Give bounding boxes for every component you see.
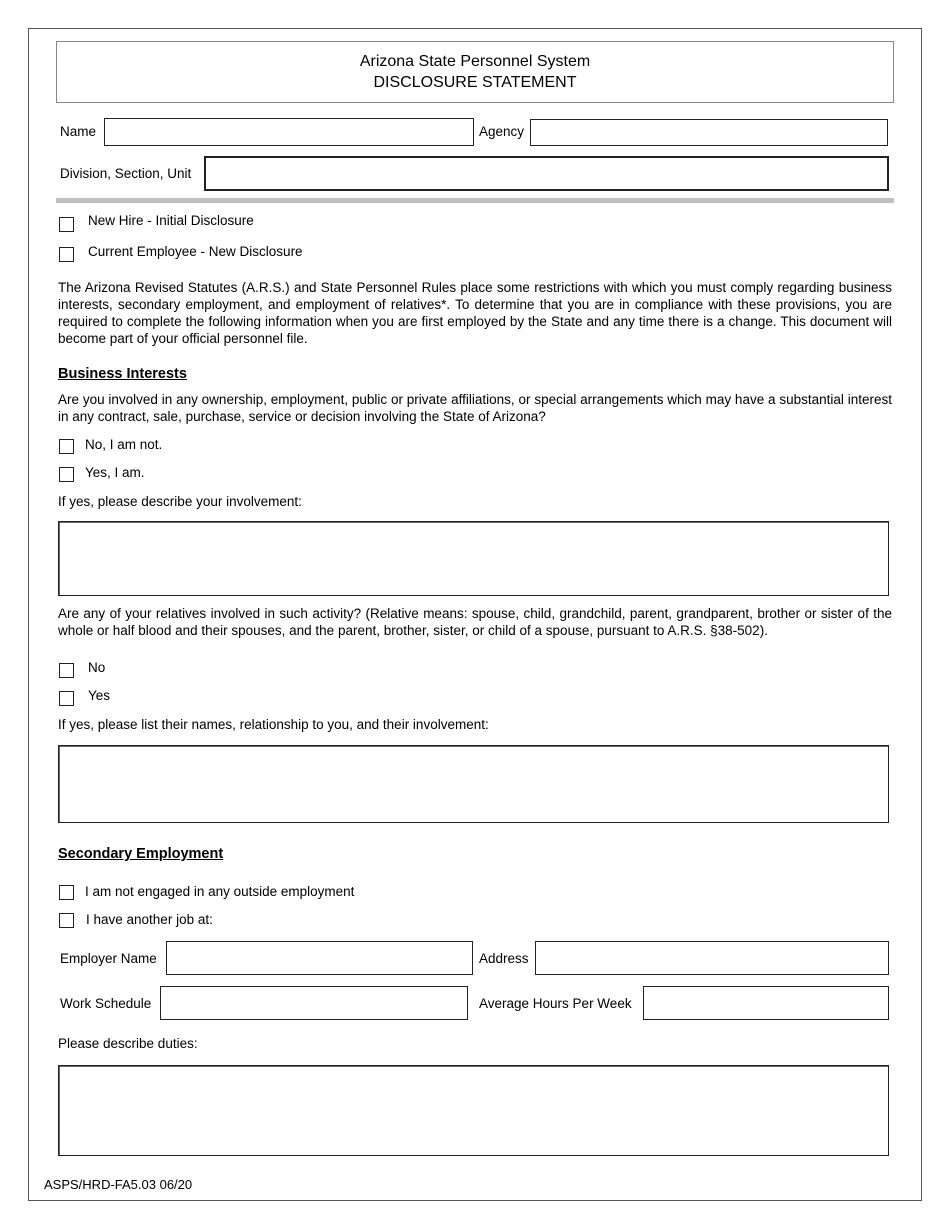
form-title: DISCLOSURE STATEMENT	[373, 74, 577, 91]
intro-paragraph: The Arizona Revised Statutes (A.R.S.) and State Personnel Rules place some restrictions with which you must comply regarding business interests, secondary employment, and employment of relatives*. To determine that you are in compliance with these provisions, you are required to complete the following information when you are first employed by the State and any time there is a change. This document will become part of your official personnel file.	[58, 280, 892, 346]
current-employee-checkbox[interactable]	[59, 247, 74, 262]
new-hire-label: New Hire - Initial Disclosure	[88, 213, 254, 228]
name-label: Name	[60, 124, 97, 139]
relatives-no-label: No	[88, 660, 106, 675]
business-no-label: No, I am not.	[85, 437, 163, 452]
no-outside-employment-checkbox[interactable]	[59, 885, 74, 900]
address-label: Address	[479, 951, 529, 966]
agency-label: Agency	[479, 124, 525, 139]
average-hours-field[interactable]	[643, 986, 889, 1020]
secondary-employment-heading: Secondary Employment	[58, 846, 224, 862]
agency-field[interactable]	[530, 119, 888, 146]
business-no-checkbox[interactable]	[59, 439, 74, 454]
employer-name-label: Employer Name	[60, 951, 157, 966]
employer-name-field[interactable]	[166, 941, 473, 975]
describe-duties-label: Please describe duties:	[58, 1036, 198, 1051]
involvement-textarea[interactable]	[58, 521, 889, 596]
other-job-checkbox[interactable]	[59, 913, 74, 928]
relatives-yes-checkbox[interactable]	[59, 691, 74, 706]
form-agency-title: Arizona State Personnel System	[359, 53, 591, 70]
division-field[interactable]	[204, 156, 889, 191]
form-id-footer: ASPS/HRD-FA5.03 06/20	[44, 1177, 193, 1192]
describe-involvement-label: If yes, please describe your involvement:	[58, 494, 302, 509]
division-label: Division, Section, Unit	[60, 166, 192, 181]
work-schedule-field[interactable]	[160, 986, 468, 1020]
new-hire-checkbox[interactable]	[59, 217, 74, 232]
current-employee-label: Current Employee - New Disclosure	[88, 244, 303, 259]
business-yes-checkbox[interactable]	[59, 467, 74, 482]
relatives-no-checkbox[interactable]	[59, 663, 74, 678]
relatives-textarea[interactable]	[58, 745, 889, 823]
business-yes-label: Yes, I am.	[85, 465, 145, 480]
relatives-list-label: If yes, please list their names, relationship to you, and their involvement:	[58, 717, 489, 732]
address-field[interactable]	[535, 941, 889, 975]
business-interests-heading: Business Interests	[58, 366, 187, 382]
no-outside-employment-label: I am not engaged in any outside employment	[85, 884, 355, 899]
business-interests-question: Are you involved in any ownership, employment, public or private affiliations, or special arrangements which may have a substantial interest in any contract, sale, purchase, service or decision involving the State of Arizona?	[58, 392, 892, 424]
duties-textarea[interactable]	[58, 1065, 889, 1156]
work-schedule-label: Work Schedule	[60, 996, 152, 1011]
name-field[interactable]	[104, 118, 474, 146]
form-header	[56, 41, 894, 103]
other-job-label: I have another job at:	[86, 912, 213, 927]
section-divider	[56, 198, 894, 203]
relatives-yes-label: Yes	[88, 688, 111, 703]
relatives-question: Are any of your relatives involved in such activity? (Relative means: spouse, child, grandchild, parent, grandparent, brother or sister of the whole or half blood and their spouses, and the parent, brother, sister, or child of a spouse, pursuant to A.R.S. §38-502).	[58, 606, 892, 638]
average-hours-label: Average Hours Per Week	[479, 996, 632, 1011]
